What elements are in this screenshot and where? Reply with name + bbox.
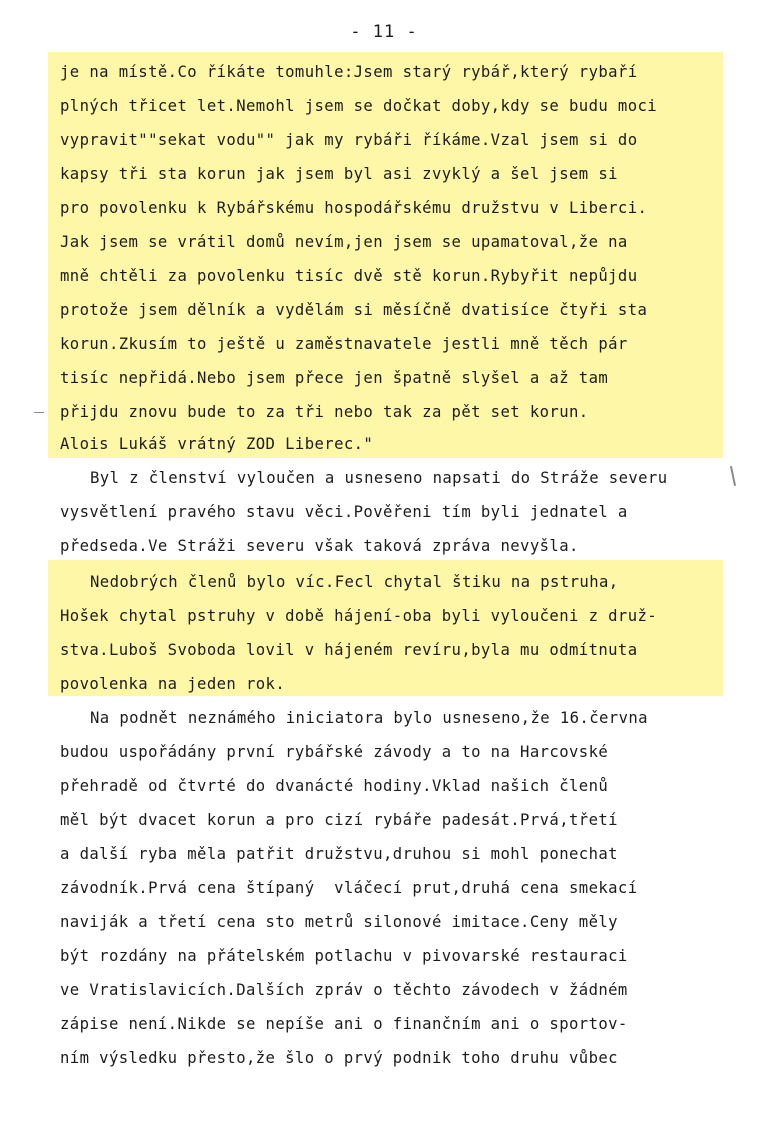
- text-line: tisíc nepřidá.Nebo jsem přece jen špatně slyšel a až tam: [60, 369, 609, 387]
- text-line: Alois Lukáš vrátný ZOD Liberec.": [60, 435, 374, 453]
- text-line: protože jsem dělník a vydělám si měsíčně dvatisíce čtyři sta: [60, 301, 648, 319]
- text-line: být rozdány na přátelském potlachu v pivovarské restauraci: [60, 947, 628, 965]
- text-line: ním výsledku přesto,že šlo o prvý podnik toho druhu vůbec: [60, 1049, 618, 1067]
- text-line: vypravit""sekat vodu"" jak my rybáři říkáme.Vzal jsem si do: [60, 131, 638, 149]
- margin-scan-mark: [730, 466, 736, 486]
- text-line: stva.Luboš Svoboda lovil v hájeném revíru,byla mu odmítnuta: [60, 641, 638, 659]
- margin-scan-mark: [34, 412, 44, 413]
- text-line: ve Vratislavicích.Dalších zpráv o těchto závodech v žádném: [60, 981, 628, 999]
- text-line: pro povolenku k Rybářskému hospodářskému družstvu v Liberci.: [60, 199, 648, 217]
- text-line: Hošek chytal pstruhy v době hájení-oba byli vyloučeni z druž-: [60, 607, 658, 625]
- text-line: předseda.Ve Stráži severu však taková zpráva nevyšla.: [60, 537, 579, 555]
- page-number: - 11 -: [350, 22, 418, 42]
- text-line: Na podnět neznámého iniciatora bylo usneseno,že 16.června: [90, 709, 648, 727]
- text-line: je na místě.Co říkáte tomuhle:Jsem starý rybář,který rybaří: [60, 63, 638, 81]
- text-line: povolenka na jeden rok.: [60, 675, 286, 693]
- text-line: korun.Zkusím to ještě u zaměstnavatele jestli mně těch pár: [60, 335, 628, 353]
- text-line: plných třicet let.Nemohl jsem se dočkat doby,kdy se budu moci: [60, 97, 658, 115]
- text-line: zápise není.Nikde se nepíše ani o finančním ani o sportov-: [60, 1015, 628, 1033]
- text-line: budou uspořádány první rybářské závody a to na Harcovské: [60, 743, 609, 761]
- text-line: Jak jsem se vrátil domů nevím,jen jsem se upamatoval,že na: [60, 233, 628, 251]
- text-line: naviják a třetí cena sto metrů silonové imitace.Ceny měly: [60, 913, 618, 931]
- text-line: a další ryba měla patřit družstvu,druhou si mohl ponechat: [60, 845, 618, 863]
- text-line: závodník.Prvá cena štípaný vláčecí prut,druhá cena smekací: [60, 879, 638, 897]
- text-line: mně chtěli za povolenku tisíc dvě stě korun.Rybyřit nepůjdu: [60, 267, 638, 285]
- text-line: přijdu znovu bude to za tři nebo tak za pět set korun.: [60, 403, 589, 421]
- text-line: vysvětlení pravého stavu věci.Pověřeni tím byli jednatel a: [60, 503, 628, 521]
- text-line: Nedobrých členů bylo víc.Fecl chytal štiku na pstruha,: [90, 573, 619, 591]
- text-line: kapsy tři sta korun jak jsem byl asi zvyklý a šel jsem si: [60, 165, 618, 183]
- text-line: Byl z členství vyloučen a usneseno napsati do Stráže severu: [90, 469, 668, 487]
- text-line: přehradě od čtvrté do dvanácté hodiny.Vklad našich členů: [60, 777, 609, 795]
- text-line: měl být dvacet korun a pro cizí rybáře padesát.Prvá,třetí: [60, 811, 618, 829]
